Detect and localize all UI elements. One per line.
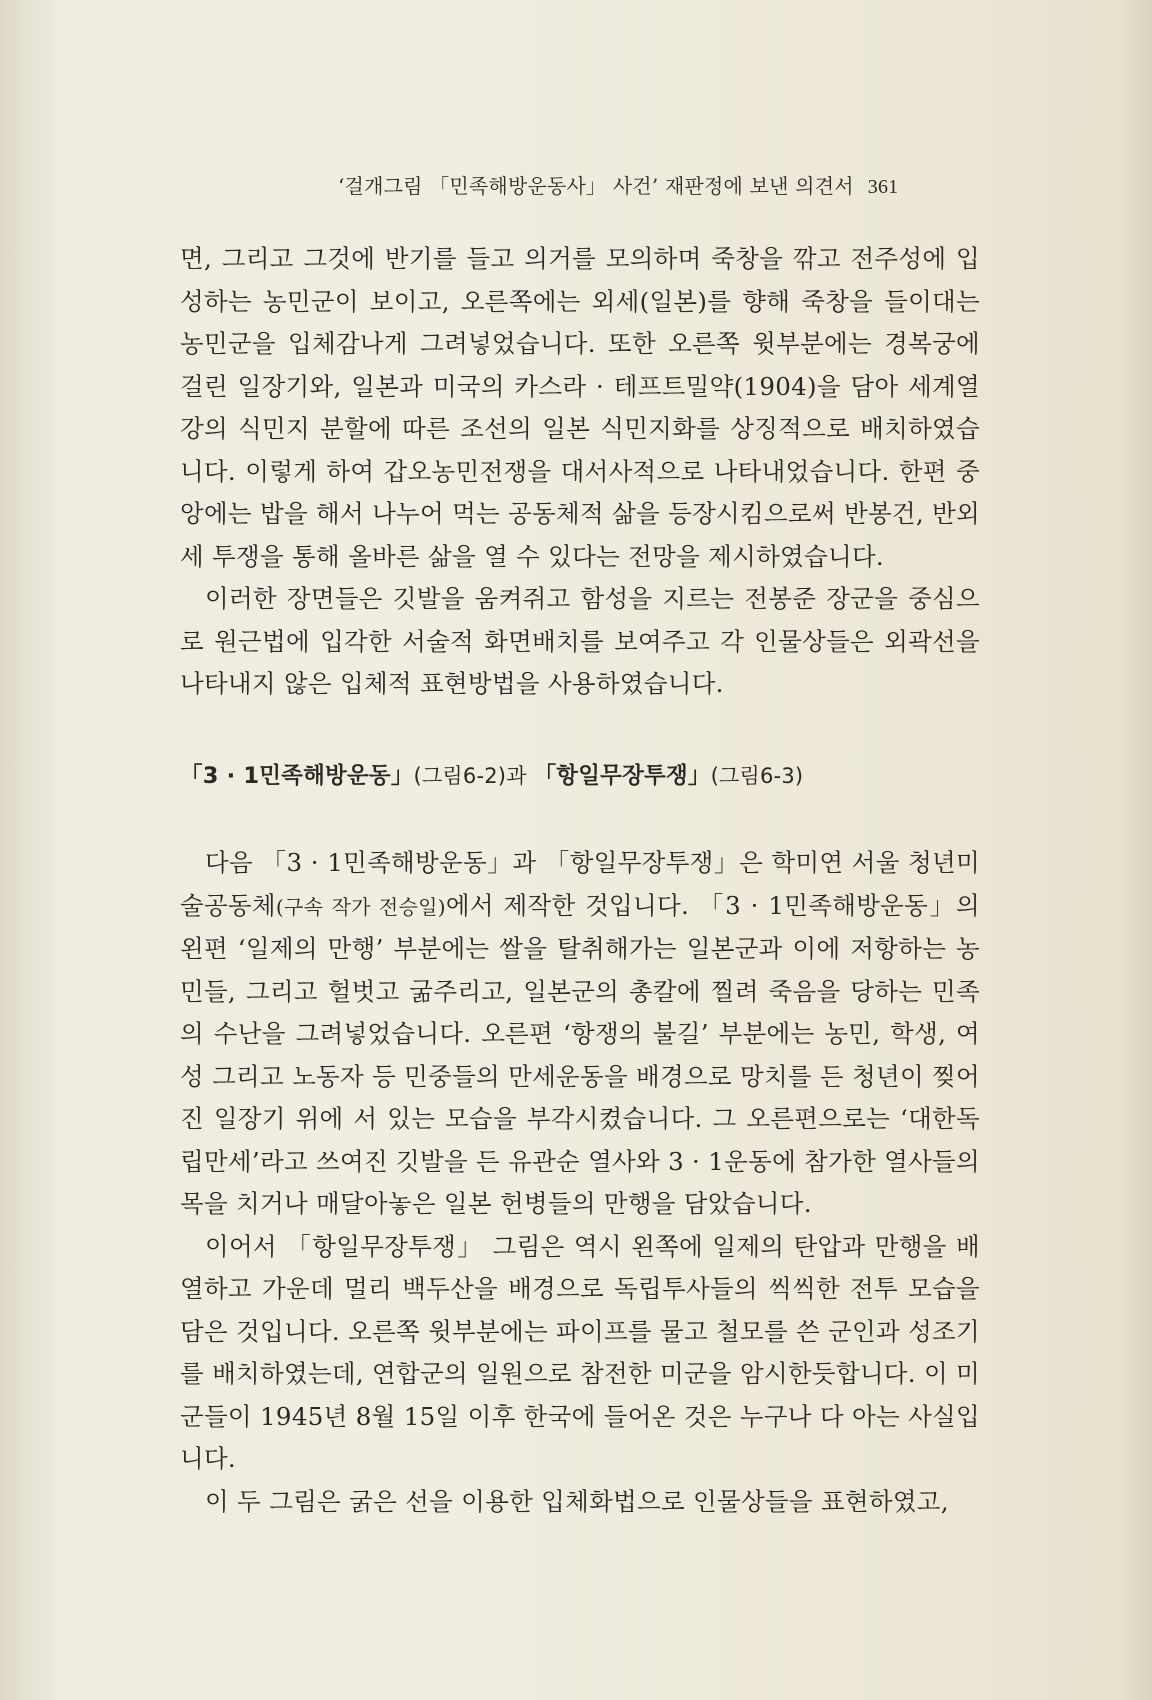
page-number: 361 [867,176,899,198]
paragraph: 면, 그리고 그것에 반기를 들고 의거를 모의하며 죽창을 깎고 전주성에 입성하는 농민군이 보이고, 오른쪽에는 외세(일본)를 향해 죽창을 들이대는 농민군을 입체감나게 그려넣었습니다. 또한 오른쪽 윗부분에는 경복궁에 걸린 일장기와, 일본과 미국의 카스라 · 테프트밀약(1904)을 담아 세계열강의 식민지 분할에 따른 조선의 일본 식민지화를 상징적으로 배치하였습니다. 이렇게 하여 갑오농민전쟁을 대서사적으로 나타내었습니다. 한편 중앙에는 밥을 해서 나누어 먹는 공동체적 삶을 등장시킴으로써 반봉건, 반외세 투쟁을 통해 올바른 삶을 열 수 있다는 전망을 제시하였습니다. [180,244,980,571]
paragraph-text: 에서 제작한 것입니다. 「3 · 1민족해방운동」의 왼편 ‘일제의 만행’ 부분에는 쌀을 탈취해가는 일본군과 이에 저항하는 농민들, 그리고 헐벗고 굶주리고, 일본군의 총칼에 찔려 죽음을 당하는 민족의 수난을 그려넣었습니다. 오른편 ‘항쟁의 불길’ 부분에는 농민, 학생, 여성 그리고 노동자 등 민중들의 만세운동을 배경으로 망치를 든 청년이 찢어진 일장기 위에 서 있는 모습을 부각시켰습니다. 그 오른편으로는 ‘대한독립만세’라고 쓰여진 깃발을 든 유관순 열사와 3 · 1운동에 참가한 열사들의 목을 치거나 매달아놓은 일본 헌병들의 만행을 담았습니다. [180,890,980,1218]
running-title: ‘걸개그림 「민족해방운동사」 사건’ 재판정에 보낸 의견서 [338,174,854,198]
author-note: (구속 작가 전승일) [275,894,446,919]
paragraph: 이 두 그림은 굵은 선을 이용한 입체화법으로 인물상들을 표현하였고, [205,1486,949,1516]
heading-figure-ref-1: (그림6-2) [413,764,507,788]
page-gutter-shadow [0,0,60,1700]
heading-figure-ref-2: (그림6-3) [710,764,804,788]
running-header [338,170,958,199]
heading-title-1: 「3 · 1민족해방운동」 [180,763,414,789]
paragraph: 이어서 「항일무장투쟁」 그림은 역시 왼쪽에 일제의 탄압과 만행을 배열하고 가운데 멀리 백두산을 배경으로 독립투사들의 씩씩한 전투 모습을 담은 것입니다. 오른쪽 윗부분에는 파이프를 물고 철모를 쓴 군인과 성조기를 배치하였는데, 연합군의 일원으로 참전한 미군을 암시한듯합니다. 이 미군들이 1945년 8월 15일 이후 한국에 들어온 것은 누구나 다 아는 사실입니다. [180,1231,980,1473]
paragraph: 이러한 장면들은 깃발을 움켜쥐고 함성을 지르는 전봉준 장군을 중심으로 원근법에 입각한 서술적 화면배치를 보여주고 각 인물상들은 외곽선을 나타내지 않은 입체적 표현방법을 사용하였습니다. [180,584,980,698]
paragraph [180,842,980,1226]
section-heading [180,758,803,790]
heading-title-2: 「항일무장투쟁」 [533,763,711,789]
paragraph-text: 다음 「3 · 1민족해방운동」과 「항일무장투쟁」은 학미연 서울 청년미술공동체 [180,848,980,920]
section-body-2 [180,842,980,1523]
heading-connector: 과 [506,764,534,788]
section-body-1 [180,238,980,706]
page-edge-shadow [1122,0,1152,1700]
